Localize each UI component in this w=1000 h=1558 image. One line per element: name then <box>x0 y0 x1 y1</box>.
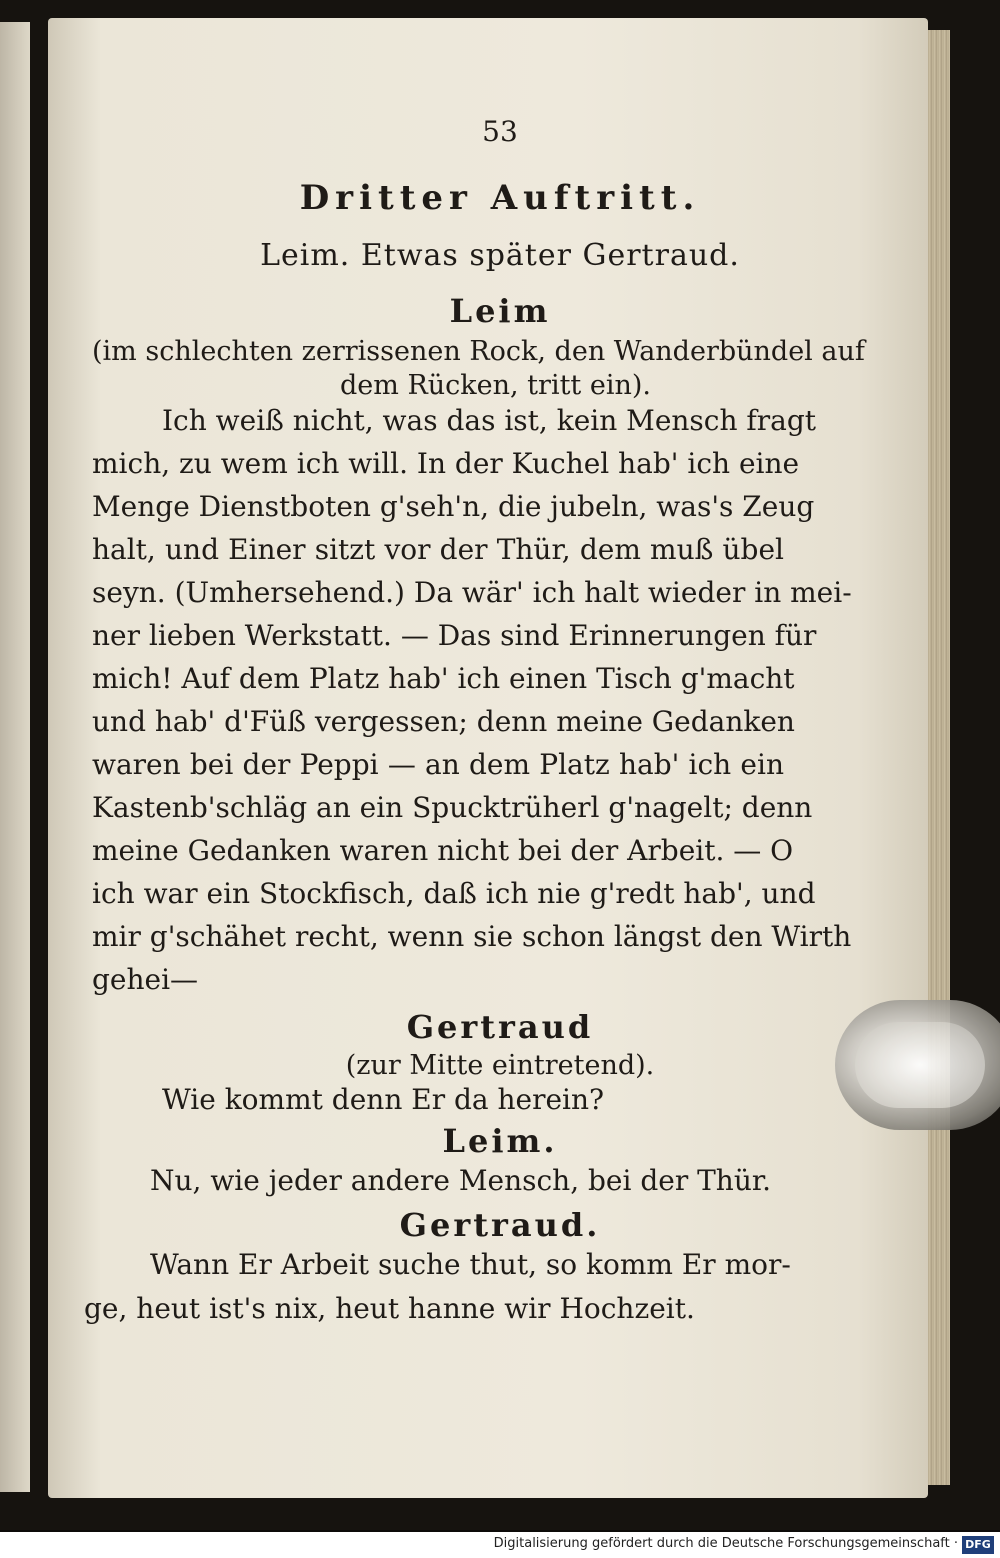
monologue-line: ich war ein Stockfisch, daß ich nie g'redt hab', und <box>92 877 816 910</box>
digitization-footer <box>0 1532 1000 1558</box>
speaker-gertraud: Gertraud <box>406 1008 594 1046</box>
monologue-line: mich, zu wem ich will. In der Kuchel hab' ich eine <box>92 447 800 480</box>
monologue-line: waren bei der Peppi — an dem Platz hab' ich ein <box>92 748 784 781</box>
speaker-gertraud: Gertraud. <box>399 1206 601 1244</box>
monologue-line: mich! Auf dem Platz hab' ich einen Tisch g'macht <box>92 662 795 695</box>
scene-heading: Dritter Auftritt. <box>299 178 701 218</box>
monologue-line: meine Gedanken waren nicht bei der Arbeit. — O <box>92 834 794 867</box>
speaker-leim: Leim <box>449 292 551 330</box>
monologue-line: Kastenb'schläg an ein Spucktrüherl g'nagelt; denn <box>92 791 813 824</box>
footer-credit: Digitalisierung gefördert durch die Deutsche Forschungsgemeinschaft · <box>493 1536 958 1551</box>
monologue-line: ner lieben Werkstatt. — Das sind Erinnerungen für <box>92 619 817 652</box>
stage-direction-line: (im schlechten zerrissenen Rock, den Wanderbündel auf <box>92 336 865 367</box>
page-clip <box>835 1000 1000 1130</box>
dialogue-line: Nu, wie jeder andere Mensch, bei der Thür. <box>150 1164 772 1197</box>
stage-direction: (zur Mitte eintretend). <box>345 1050 655 1081</box>
dialogue-line: Wann Er Arbeit suche thut, so komm Er mor- <box>150 1248 791 1281</box>
stage-direction-line: dem Rücken, tritt ein). <box>340 370 651 401</box>
dialogue-line: ge, heut ist's nix, heut hanne wir Hochzeit. <box>84 1292 695 1325</box>
dialogue-line: Wie kommt denn Er da herein? <box>162 1083 605 1116</box>
dfg-logo: DFG <box>962 1536 994 1554</box>
scene-persons: Leim. Etwas später Gertraud. <box>260 238 740 273</box>
monologue-line: gehei— <box>92 963 199 996</box>
facing-page-edge <box>0 22 30 1492</box>
page-edges <box>928 30 950 1485</box>
monologue-line: halt, und Einer sitzt vor der Thür, dem muß übel <box>92 533 784 566</box>
monologue-line: Menge Dienstboten g'seh'n, die jubeln, was's Zeug <box>92 490 815 523</box>
monologue-line: und hab' d'Füß vergessen; denn meine Gedanken <box>92 705 795 738</box>
monologue-line: seyn. (Umhersehend.) Da wär' ich halt wieder in mei- <box>92 576 852 609</box>
monologue-line: mir g'schähet recht, wenn sie schon längst den Wirth <box>92 920 852 953</box>
speaker-leim: Leim. <box>442 1122 558 1160</box>
monologue-line: Ich weiß nicht, was das ist, kein Mensch fragt <box>162 404 817 437</box>
page-number: 53 <box>482 115 518 148</box>
